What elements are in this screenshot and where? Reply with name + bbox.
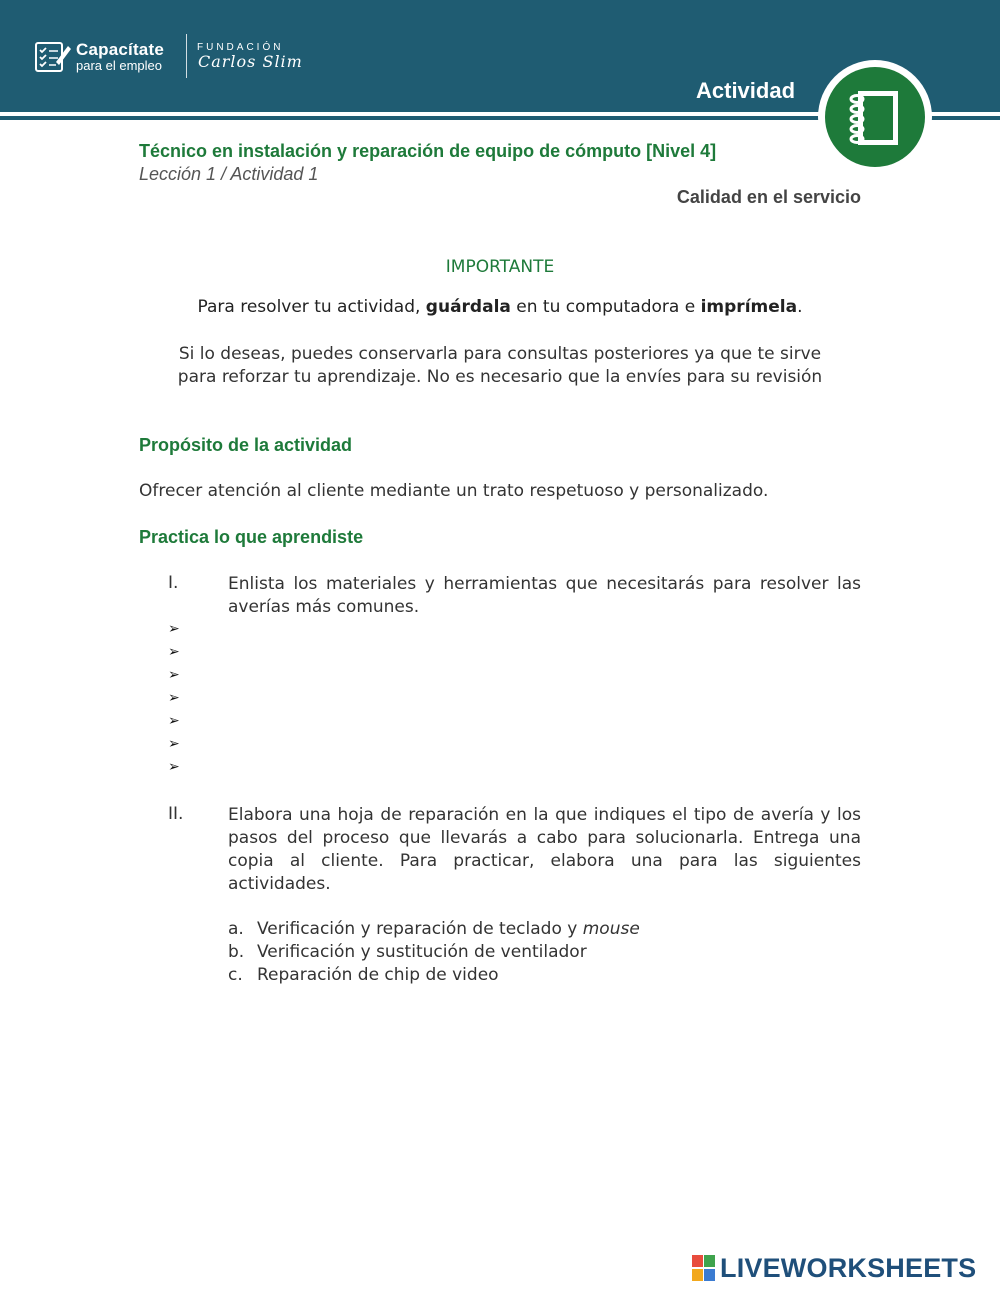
item-1-text: Enlista los materiales y herramientas que necesitarás para resolver las averías más comunes.: [228, 574, 861, 617]
purpose-text: Ofrecer atención al cliente mediante un trato respetuoso y personalizado.: [139, 481, 769, 501]
subitem-letter: c.: [228, 965, 243, 985]
item-2-number: II.: [168, 804, 184, 824]
keep-note: [139, 343, 861, 389]
live-blocks-icon: [692, 1255, 718, 1283]
liveworksheets-logo: [692, 1255, 992, 1285]
topic-title: Calidad en el servicio: [676, 187, 861, 207]
subitem-letter: b.: [228, 942, 245, 962]
course-title: Técnico en instalación y reparación de equipo de cómputo [Nivel 4]: [139, 141, 717, 161]
badge-circle: [825, 67, 925, 167]
subitem-letter: a.: [228, 919, 244, 939]
foundation-label: FUNDACIÓN: [197, 42, 284, 53]
save-bold-imprimela: imprímela: [700, 297, 798, 317]
activity-badge: [818, 60, 932, 174]
bullet-arrow-icon: ➢: [168, 621, 180, 637]
note-line-1: Si lo deseas, puedes conservarla para consultas posteriores ya que te sirve: [178, 344, 822, 364]
subitem-a: [228, 919, 640, 939]
capacitate-logo: [32, 38, 332, 78]
purpose-heading: Propósito de la actividad: [139, 435, 353, 455]
logo-subtitle: para el empleo: [76, 58, 162, 73]
logo-divider: [186, 34, 187, 78]
subitem-text: Reparación de chip de video: [257, 965, 499, 985]
notebook-icon: [825, 67, 925, 167]
item-2-text: Elabora una hoja de reparación en la que indiques el tipo de avería y los pasos del proceso que llevarás a cabo para solucionarla. Entrega una copia al cliente. Para practicar, elabora una para las siguientes actividades.: [228, 805, 861, 894]
subitem-italic: mouse: [582, 919, 640, 939]
bullet-arrow-icon: ➢: [168, 713, 180, 729]
subitem-b: [228, 942, 587, 962]
bullet-arrow-icon: ➢: [168, 690, 180, 706]
note-line-2: para reforzar tu aprendizaje. No es necesario que la envíes para su revisión: [177, 367, 823, 387]
foundation-name: Carlos Slim: [198, 52, 303, 71]
bullet-arrow-icon: ➢: [168, 736, 180, 752]
save-text-end: .: [797, 297, 803, 317]
subitem-text: Verificación y reparación de teclado y: [257, 919, 583, 939]
subitem-text: Verificación y sustitución de ventilador: [257, 942, 587, 962]
item-1-number: I.: [168, 573, 179, 593]
bullet-arrow-icon: ➢: [168, 759, 180, 775]
lesson-label: Lección 1 / Actividad 1: [139, 164, 319, 184]
save-text-pre: Para resolver tu actividad,: [197, 297, 426, 317]
bullet-arrow-icon: ➢: [168, 667, 180, 683]
practice-heading: Practica lo que aprendiste: [139, 527, 364, 547]
activity-label: Actividad: [696, 78, 796, 103]
logo-title: Capacítate: [76, 40, 164, 59]
important-heading: IMPORTANTE: [445, 257, 555, 277]
checklist-pencil-icon: [34, 40, 72, 74]
bullet-arrow-icon: ➢: [168, 644, 180, 660]
save-bold-guardala: guárdala: [425, 297, 511, 317]
save-instruction: [139, 297, 861, 317]
subitem-c: [228, 965, 499, 985]
liveworksheets-wordmark: LIVEWORKSHEETS: [720, 1253, 977, 1283]
save-text-mid: en tu computadora e: [510, 297, 701, 317]
